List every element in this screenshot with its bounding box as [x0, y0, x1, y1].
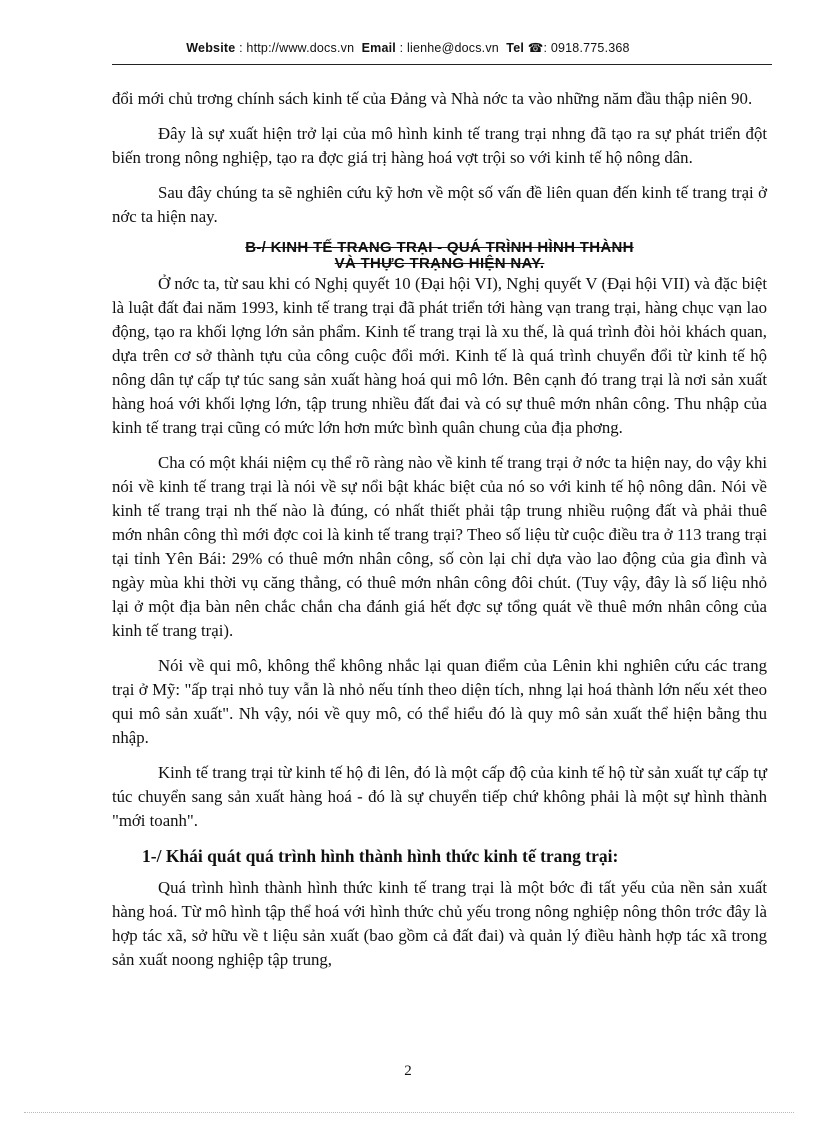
- section-heading: [112, 240, 767, 272]
- section-heading-line-2: VÀ THỰC TRẠNG HIỆN NAY.: [334, 255, 545, 272]
- final-paragraph: Quá trình hình thành hình thức kinh tế trang trại là một bớc đi tất yếu của nền sản xuất hàng hoá. Từ mô hình tập thể hoá với hình thức chủ yếu trong nông nghiệp nông thôn trớc đây là hợp tác xã, sở hữu về t liệu sản xuất (bao gồm cả đất đai) và quản lý điều hành hợp tác xã trong sản xuất noong nghiệp tập trung,: [112, 878, 767, 969]
- website-value: : http://www.docs.vn: [239, 41, 355, 55]
- header-rule: [112, 64, 772, 65]
- email-value: : lienhe@docs.vn: [399, 41, 499, 55]
- section-heading-line-1: B-/ KINH TẾ TRANG TRẠI - QUÁ TRÌNH HÌNH THÀNH: [245, 239, 634, 256]
- intro-paragraph-2: Đây là sự xuất hiện trở lại của mô hình kinh tế trang trại nhng đã tạo ra sự phát triển đột biến trong nông nghiệp, tạo ra đợc giá trị hàng hoá vợt trội so với kinh tế hộ nông dân.: [112, 124, 767, 167]
- page-content: [112, 87, 767, 983]
- body-paragraph-4: Kinh tế trang trại từ kinh tế hộ đi lên, đó là một cấp độ của kinh tế hộ từ sản xuất tự cấp tự túc chuyển sang sản xuất hàng hoá - đó là sự chuyển tiếp chứ không phải là một sự hình thành "mới toanh".: [112, 763, 767, 830]
- email-label: Email: [361, 41, 396, 55]
- intro-paragraph-3: Sau đây chúng ta sẽ nghiên cứu kỹ hơn về một số vấn đề liên quan đến kinh tế trang trại ở nớc ta hiện nay.: [112, 183, 767, 226]
- tel-label: Tel: [506, 41, 525, 55]
- tel-value: : 0918.775.368: [543, 41, 630, 55]
- page-header: [0, 40, 816, 55]
- phone-icon: ☎: [527, 41, 544, 55]
- page-bottom-rule: [24, 1112, 794, 1113]
- page-number: 2: [404, 1063, 412, 1079]
- intro-paragraph-1: đổi mới chủ trơng chính sách kinh tế của Đảng và Nhà nớc ta vào những năm đầu thập niên 90.: [112, 89, 753, 108]
- body-paragraph-1: Ở nớc ta, từ sau khi có Nghị quyết 10 (Đại hội VI), Nghị quyết V (Đại hội VII) và đặc biệt là luật đất đai năm 1993, kinh tế trang trại đã phát triển tới hàng vạn trang trại, hàng chục vạn lao động, tạo ra khối lợng lớn sản phẩm. Kinh tế trang trại là xu thế, là quá trình đòi hỏi khách quan, dựa trên cơ sở thành tựu của công cuộc đổi mới. Kinh tế là quá trình chuyển đổi từ kinh tế hộ nông dân tự cấp tự túc sang sản xuất hàng hoá qui mô lớn. Bên cạnh đó trang trại là nơi sản xuất hàng hoá với khối lợng lớn, tập trung nhiều đất đai và có sự thuê mớn nhân công. Thu nhập của kinh tế trang trại cũng có mức lớn hơn mức bình quân chung của địa phơng.: [112, 274, 767, 437]
- website-label: Website: [186, 41, 236, 55]
- body-paragraph-3: Nói về qui mô, không thể không nhắc lại quan điểm của Lênin khi nghiên cứu các trang trại ở Mỹ: "ấp trại nhỏ tuy vẫn là nhỏ nếu tính theo diện tích, nhng lại hoá thành lớn nếu xét theo qui mô sản xuất". Nh vậy, nói về quy mô, có thể hiểu đó là quy mô sản xuất thể hiện bằng thu nhập.: [112, 656, 767, 747]
- body-paragraph-2: Cha có một khái niệm cụ thể rõ ràng nào về kinh tế trang trại ở nớc ta hiện nay, do vậy khi nói về kinh tế trang trại là nói về sự nổi bật khác biệt của nó so với kinh tế hộ nông dân. Nói về kinh tế trang trại nh thế nào là đúng, có nhất thiết phải tập trung nhiều ruộng đất và phải thuê mớn nhân công thì mới đợc coi là kinh tế trang trại? Theo số liệu từ cuộc điều tra ở 113 trang trại tại tỉnh Yên Bái: 29% có thuê mớn nhân công, số còn lại chỉ dựa vào lao động của gia đình và ngày mùa khi thời vụ căng thẳng, có thuê mớn nhân công đôi chút. (Tuy vậy, đây là số liệu nhỏ lại ở một địa bàn nên chắc chắn cha đánh giá hết đợc sự tổng quát về thuê mớn nhân công của kinh tế trang trại).: [112, 453, 767, 640]
- subsection-heading: 1-/ Khái quát quá trình hình thành hình thức kinh tế trang trại:: [142, 846, 619, 866]
